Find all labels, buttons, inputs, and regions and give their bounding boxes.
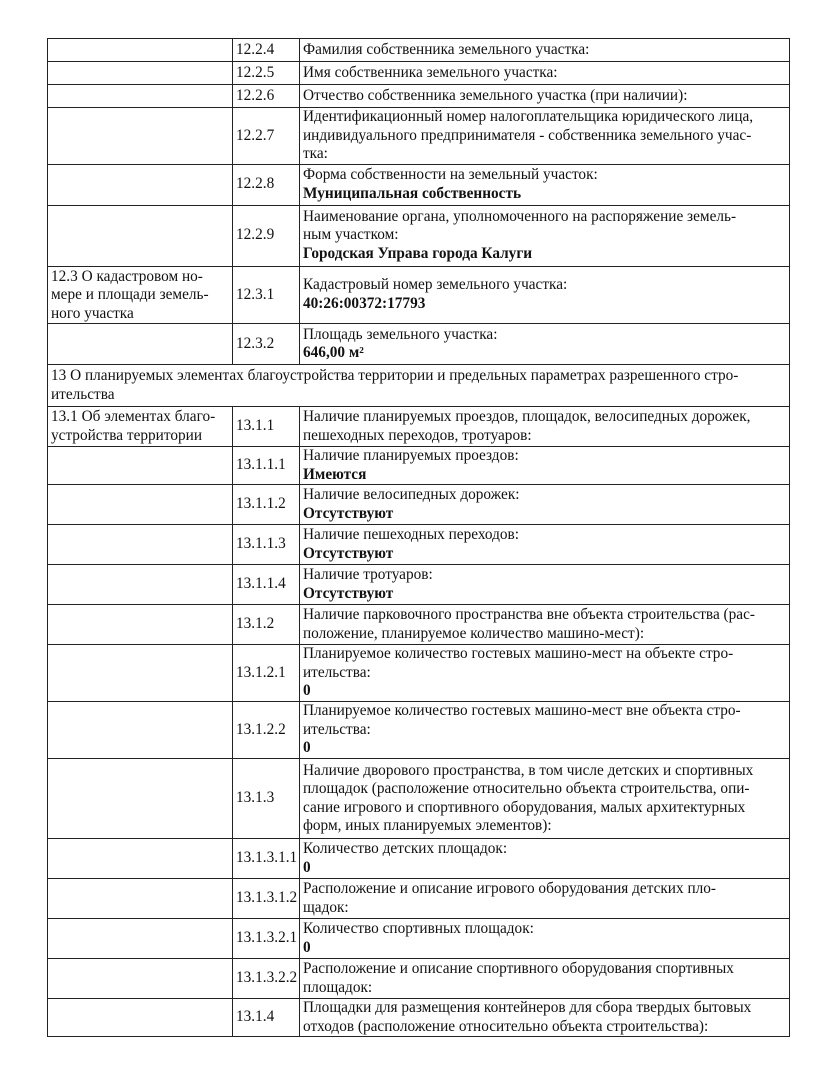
item-label-line: сание игрового и спортивного оборудования, малых архитектурных (303, 798, 746, 816)
section-cell (48, 39, 233, 62)
section-cell (48, 959, 233, 999)
section-label-line: устройства территории (51, 426, 203, 444)
item-code: 12.2.8 (233, 164, 300, 205)
item-code: 13.1.3.1.1 (233, 839, 300, 879)
item-content (300, 702, 790, 759)
item-code: 13.1.2.1 (233, 645, 300, 702)
item-label-line: Наличие парковочного пространства вне объекта строительства (рас- (303, 606, 755, 623)
item-label-line: Количество спортивных площадок: (303, 920, 534, 937)
table-row (48, 879, 790, 919)
item-label-line: Расположение и описание игрового оборудования детских пло- (303, 880, 717, 897)
item-label-line: Фамилия собственника земельного участка: (303, 40, 590, 58)
item-content (300, 839, 790, 879)
item-label-line: тка: (303, 145, 328, 162)
item-label-line: Наличие тротуаров: (303, 566, 433, 583)
item-code: 13.1.1.3 (233, 525, 300, 565)
table-row (48, 485, 790, 525)
item-label-line: Планируемое количество гостевых машино-мест вне объекта стро- (303, 702, 741, 720)
item-content (300, 447, 790, 485)
item-code: 12.2.4 (233, 39, 300, 62)
item-code: 13.1.2 (233, 605, 300, 645)
item-code: 12.3.1 (233, 266, 300, 324)
section-cell (48, 407, 233, 447)
section-label-line: мере и площади земель- (51, 286, 209, 303)
item-label-line: площадок (расположение относительно объекта строительства, опи- (303, 780, 750, 797)
item-value: 40:26:00372:17793 (303, 294, 426, 312)
table-row (48, 702, 790, 759)
item-code: 13.1.3.2.1 (233, 919, 300, 959)
item-content (300, 645, 790, 702)
item-code: 13.1.1 (233, 407, 300, 447)
table-row (48, 605, 790, 645)
table-row (48, 85, 790, 108)
table-row (48, 39, 790, 62)
section-label-line: ного участка (51, 304, 134, 322)
section-title-cell (48, 365, 790, 407)
item-content (300, 266, 790, 324)
table-row (48, 759, 790, 839)
item-code: 12.3.2 (233, 324, 300, 365)
item-code: 12.2.5 (233, 62, 300, 85)
item-label-line: Количество детских площадок: (303, 840, 508, 857)
item-label-line: ным участком: (303, 226, 399, 244)
item-label-line: Наличие планируемых проездов, площадок, велосипедных дорожек, (303, 408, 751, 425)
item-code: 12.2.7 (233, 108, 300, 165)
item-value: Отсутствуют (303, 544, 394, 562)
section-title-line: ительства (51, 385, 115, 403)
item-label-line: щадок: (303, 898, 349, 916)
table-row (48, 266, 790, 324)
section-cell (48, 702, 233, 759)
item-label-line: Площадки для размещения контейнеров для сбора твердых бытовых (303, 999, 752, 1016)
table-row (48, 839, 790, 879)
item-content (300, 999, 790, 1037)
table-row (48, 205, 790, 266)
item-label-line: площадок: (303, 978, 373, 996)
item-value: Городская Управа города Калуги (303, 244, 533, 262)
item-content (300, 759, 790, 839)
table-row (48, 645, 790, 702)
section-cell (48, 485, 233, 525)
item-value: Отсутствуют (303, 584, 394, 602)
item-content (300, 605, 790, 645)
table-row (48, 324, 790, 365)
item-label-line: Наличие планируемых проездов: (303, 447, 519, 464)
item-content (300, 108, 790, 165)
section-cell (48, 85, 233, 108)
section-label-line: 12.3 О кадастровом но- (51, 267, 203, 285)
section-cell (48, 525, 233, 565)
table-row (48, 999, 790, 1037)
item-code: 13.1.2.2 (233, 702, 300, 759)
table-row (48, 407, 790, 447)
item-code: 13.1.3.2.2 (233, 959, 300, 999)
item-label-line: Наличие пешеходных переходов: (303, 526, 520, 543)
item-value: 0 (303, 682, 311, 700)
item-label-line: форм, иных планируемых элементов): (303, 817, 552, 834)
section-header-row (48, 365, 790, 407)
section-label-line: 13.1 Об элементах благо- (51, 408, 216, 425)
item-content (300, 62, 790, 85)
item-label-line: Кадастровый номер земельного участка: (303, 276, 568, 294)
item-code: 12.2.6 (233, 85, 300, 108)
table-row (48, 164, 790, 205)
item-label-line: отходов (расположение относительно объекта строительства): (303, 1017, 709, 1035)
item-value: 0 (303, 858, 311, 876)
section-cell (48, 999, 233, 1037)
item-content (300, 919, 790, 959)
section-cell (48, 919, 233, 959)
item-label-line: Площадь земельного участка: (303, 325, 498, 343)
section-title-line: 13 О планируемых элементах благоустройства территории и предельных параметрах разрешенного стро- (51, 367, 739, 384)
item-label-line: положение, планируемое количество машино-мест): (303, 624, 645, 642)
section-cell (48, 565, 233, 605)
table-row (48, 919, 790, 959)
item-content (300, 407, 790, 447)
item-value: Отсутствуют (303, 504, 394, 522)
section-cell (48, 108, 233, 165)
table-row (48, 565, 790, 605)
section-cell (48, 164, 233, 205)
item-label-line: Наличие велосипедных дорожек: (303, 486, 520, 503)
section-cell (48, 645, 233, 702)
item-value: 0 (303, 938, 311, 956)
item-label-line: Наименование органа, уполномоченного на распоряжение земель- (303, 207, 737, 225)
item-label-line: Планируемое количество гостевых машино-мест на объекте стро- (303, 645, 734, 663)
section-cell (48, 205, 233, 266)
section-cell (48, 266, 233, 324)
item-label-line: Идентификационный номер налогоплательщика юридического лица, (303, 108, 754, 125)
item-label-line: ительства: (303, 663, 371, 681)
item-label-line: Отчество собственника земельного участка (при наличии): (303, 86, 688, 104)
table-row (48, 525, 790, 565)
item-label-line: пешеходных переходов, тротуаров: (303, 426, 532, 444)
item-content (300, 164, 790, 205)
section-cell (48, 447, 233, 485)
item-label-line: индивидуального предпринимателя - собственника земельного учас- (303, 126, 752, 144)
table-row (48, 108, 790, 165)
item-code: 12.2.9 (233, 205, 300, 266)
document-table (47, 38, 790, 1037)
item-code: 13.1.3 (233, 759, 300, 839)
item-content (300, 85, 790, 108)
item-content (300, 525, 790, 565)
item-value: 0 (303, 739, 311, 757)
section-cell (48, 759, 233, 839)
item-content (300, 39, 790, 62)
section-cell (48, 62, 233, 85)
item-content (300, 205, 790, 266)
item-content (300, 959, 790, 999)
item-code: 13.1.4 (233, 999, 300, 1037)
item-content (300, 879, 790, 919)
item-label-line: Имя собственника земельного участка: (303, 63, 558, 81)
item-content (300, 485, 790, 525)
item-content (300, 565, 790, 605)
item-code: 13.1.1.2 (233, 485, 300, 525)
item-label-line: Наличие дворового пространства, в том числе детских и спортивных (303, 761, 754, 779)
item-label-line: Форма собственности на земельный участок: (303, 166, 598, 183)
item-value: Имеются (303, 465, 367, 483)
section-cell (48, 324, 233, 365)
section-cell (48, 839, 233, 879)
table-row (48, 959, 790, 999)
item-code: 13.1.1.4 (233, 565, 300, 605)
item-value: Муниципальная собственность (303, 184, 522, 202)
table-row (48, 447, 790, 485)
item-content (300, 324, 790, 365)
item-label-line: Расположение и описание спортивного оборудования спортивных (303, 960, 734, 977)
section-cell (48, 605, 233, 645)
item-label-line: ительства: (303, 720, 371, 738)
item-code: 13.1.3.1.2 (233, 879, 300, 919)
section-cell (48, 879, 233, 919)
item-code: 13.1.1.1 (233, 447, 300, 485)
item-value: 646,00 м² (303, 344, 364, 361)
table-row (48, 62, 790, 85)
